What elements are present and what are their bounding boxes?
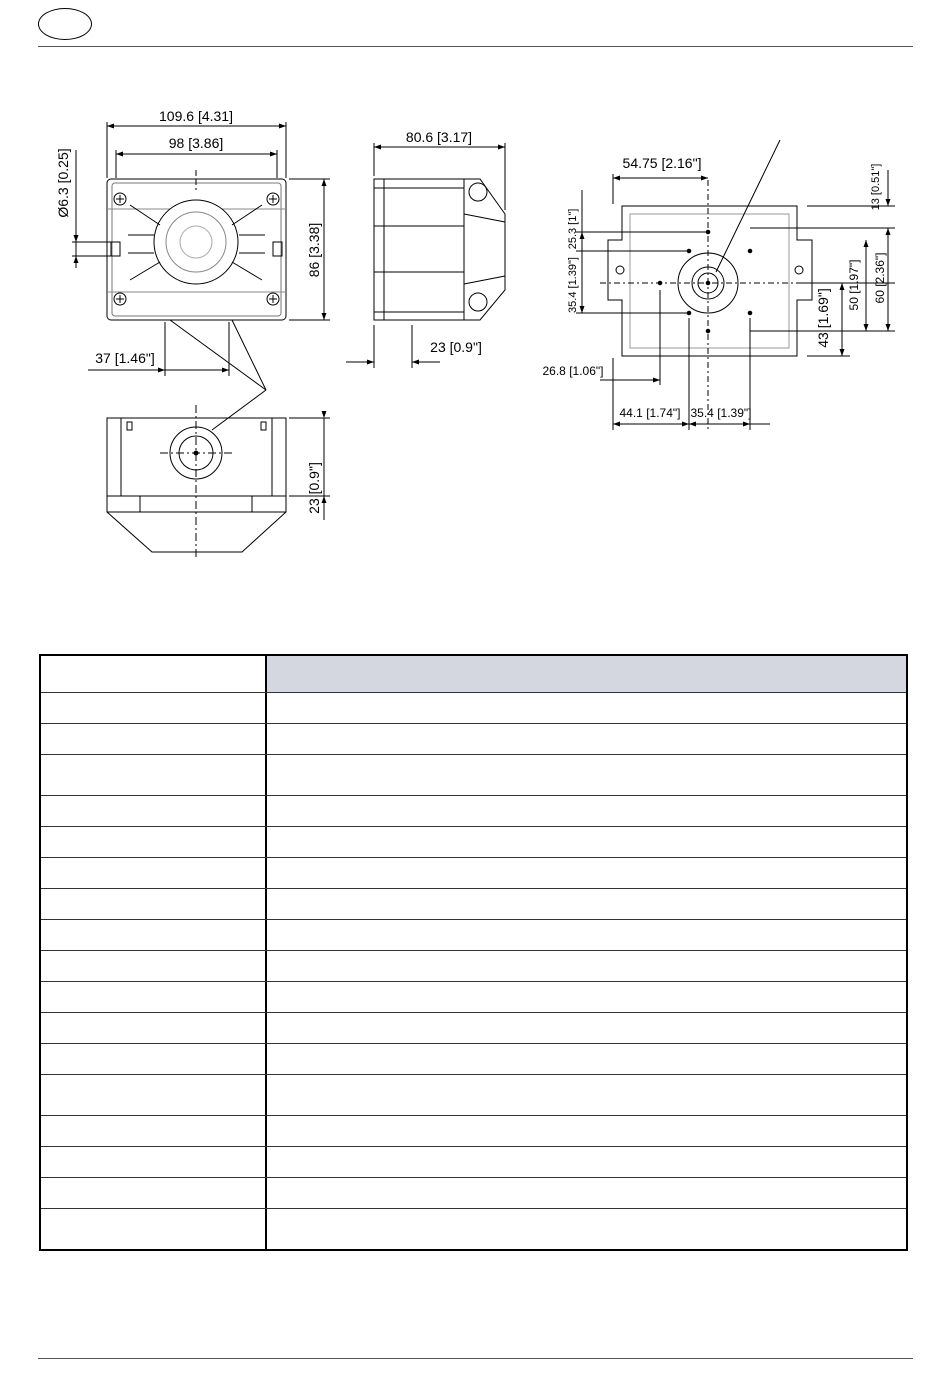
table-row	[41, 795, 906, 826]
front-view	[72, 122, 330, 376]
table-row	[41, 1115, 906, 1146]
dim-rear-hole-spacing-v: 25.3 [1"]	[567, 208, 579, 250]
table-row	[41, 1177, 906, 1208]
table-row	[41, 857, 906, 888]
table-row	[41, 1146, 906, 1177]
dim-rear-height-60: 60 [2.36"]	[873, 252, 887, 304]
dimension-drawing	[0, 0, 950, 640]
dim-front-height: 86 [3.38]	[306, 222, 322, 278]
dim-rear-hole-spacing-v2: 35.4 [1.39"]	[567, 257, 579, 313]
dim-front-offset: 37 [1.46"]	[95, 350, 155, 366]
table-row	[41, 919, 906, 950]
spec-table-header	[41, 656, 906, 692]
table-row	[41, 950, 906, 981]
dim-hole-diameter: Ø6.3 [0.25]	[55, 148, 71, 218]
table-row	[41, 1074, 906, 1115]
side-view	[346, 143, 505, 368]
footer-rule	[38, 1358, 913, 1359]
dim-rear-width-half: 54.75 [2.16"]	[622, 155, 702, 171]
table-row	[41, 1043, 906, 1074]
table-row	[41, 1012, 906, 1043]
dim-rear-bottom-35: 35.4 [1.39"]	[690, 406, 752, 420]
dim-front-width-overall: 109.6 [4.31]	[159, 108, 233, 124]
dim-rear-height-43: 43 [1.69"]	[815, 288, 831, 348]
dim-rear-left: 26.8 [1.06"]	[542, 364, 604, 378]
table-row	[41, 723, 906, 754]
table-row	[41, 754, 906, 795]
dim-rear-top-offset: 13 [0.51"]	[870, 163, 882, 211]
dim-bottom-height: 23 [0.9"]	[306, 462, 322, 514]
spec-table	[39, 654, 908, 1251]
table-row	[41, 981, 906, 1012]
dim-side-depth: 80.6 [3.17]	[405, 129, 473, 145]
table-row	[41, 888, 906, 919]
dim-side-offset: 23 [0.9"]	[430, 339, 482, 355]
dim-rear-height-50: 50 [1.97"]	[847, 259, 861, 311]
dim-front-width-inner: 98 [3.86]	[168, 135, 224, 151]
table-row	[41, 692, 906, 723]
table-row	[41, 826, 906, 857]
dim-rear-bottom-44: 44.1 [1.74"]	[619, 406, 681, 420]
table-row	[41, 1208, 906, 1249]
